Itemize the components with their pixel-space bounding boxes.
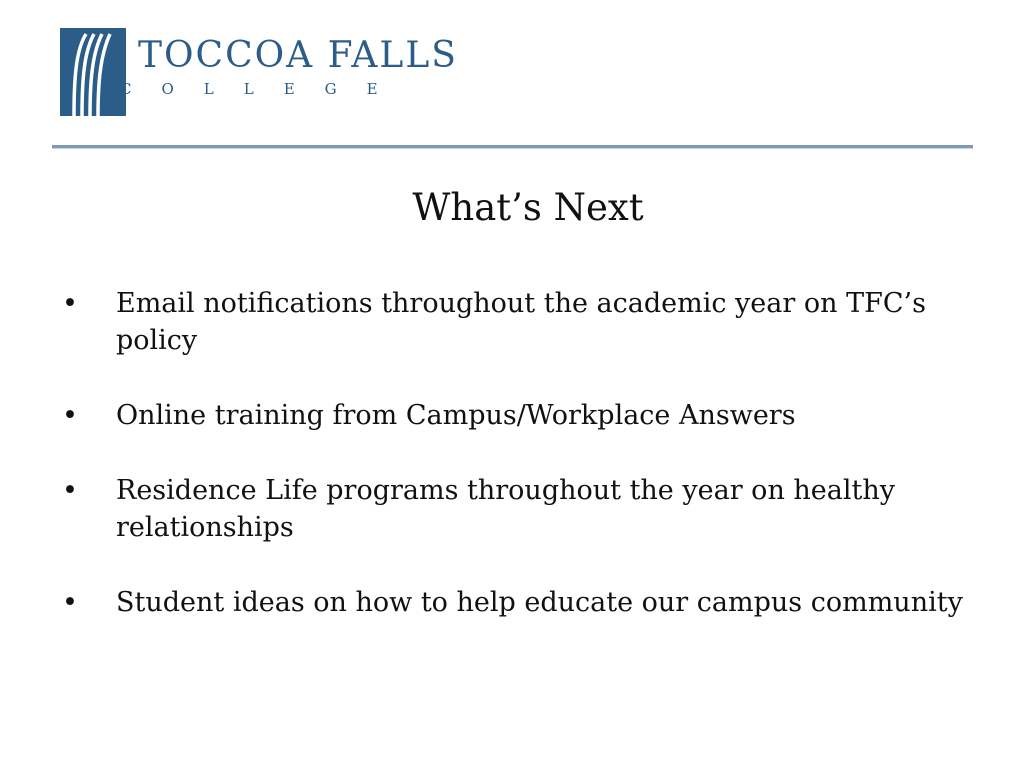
- bullet-icon: •: [62, 587, 78, 618]
- bullet-text: Student ideas on how to help educate our campus community: [116, 587, 963, 618]
- bullet-icon: •: [62, 475, 78, 506]
- bullet-item: [60, 397, 990, 434]
- bullet-text: Online training from Campus/Workplace Answers: [116, 400, 796, 431]
- logo-name: TOCCOA FALLS: [138, 35, 458, 76]
- bullet-text: Email notifications throughout the academic year on TFC’s policy: [116, 288, 926, 356]
- bullet-list: [60, 285, 990, 659]
- bullet-item: [60, 285, 990, 359]
- header-divider: [52, 145, 973, 149]
- bullet-icon: •: [62, 400, 78, 431]
- bullet-icon: •: [62, 288, 78, 319]
- college-logo: [60, 28, 480, 118]
- slide-title: What’s Next: [412, 186, 644, 229]
- waterfall-logo-icon: [60, 28, 126, 116]
- bullet-item: [60, 584, 990, 621]
- bullet-text: Residence Life programs throughout the year on healthy relationships: [116, 475, 896, 543]
- bullet-item: [60, 472, 990, 546]
- logo-subtitle: COLLEGE: [120, 80, 408, 98]
